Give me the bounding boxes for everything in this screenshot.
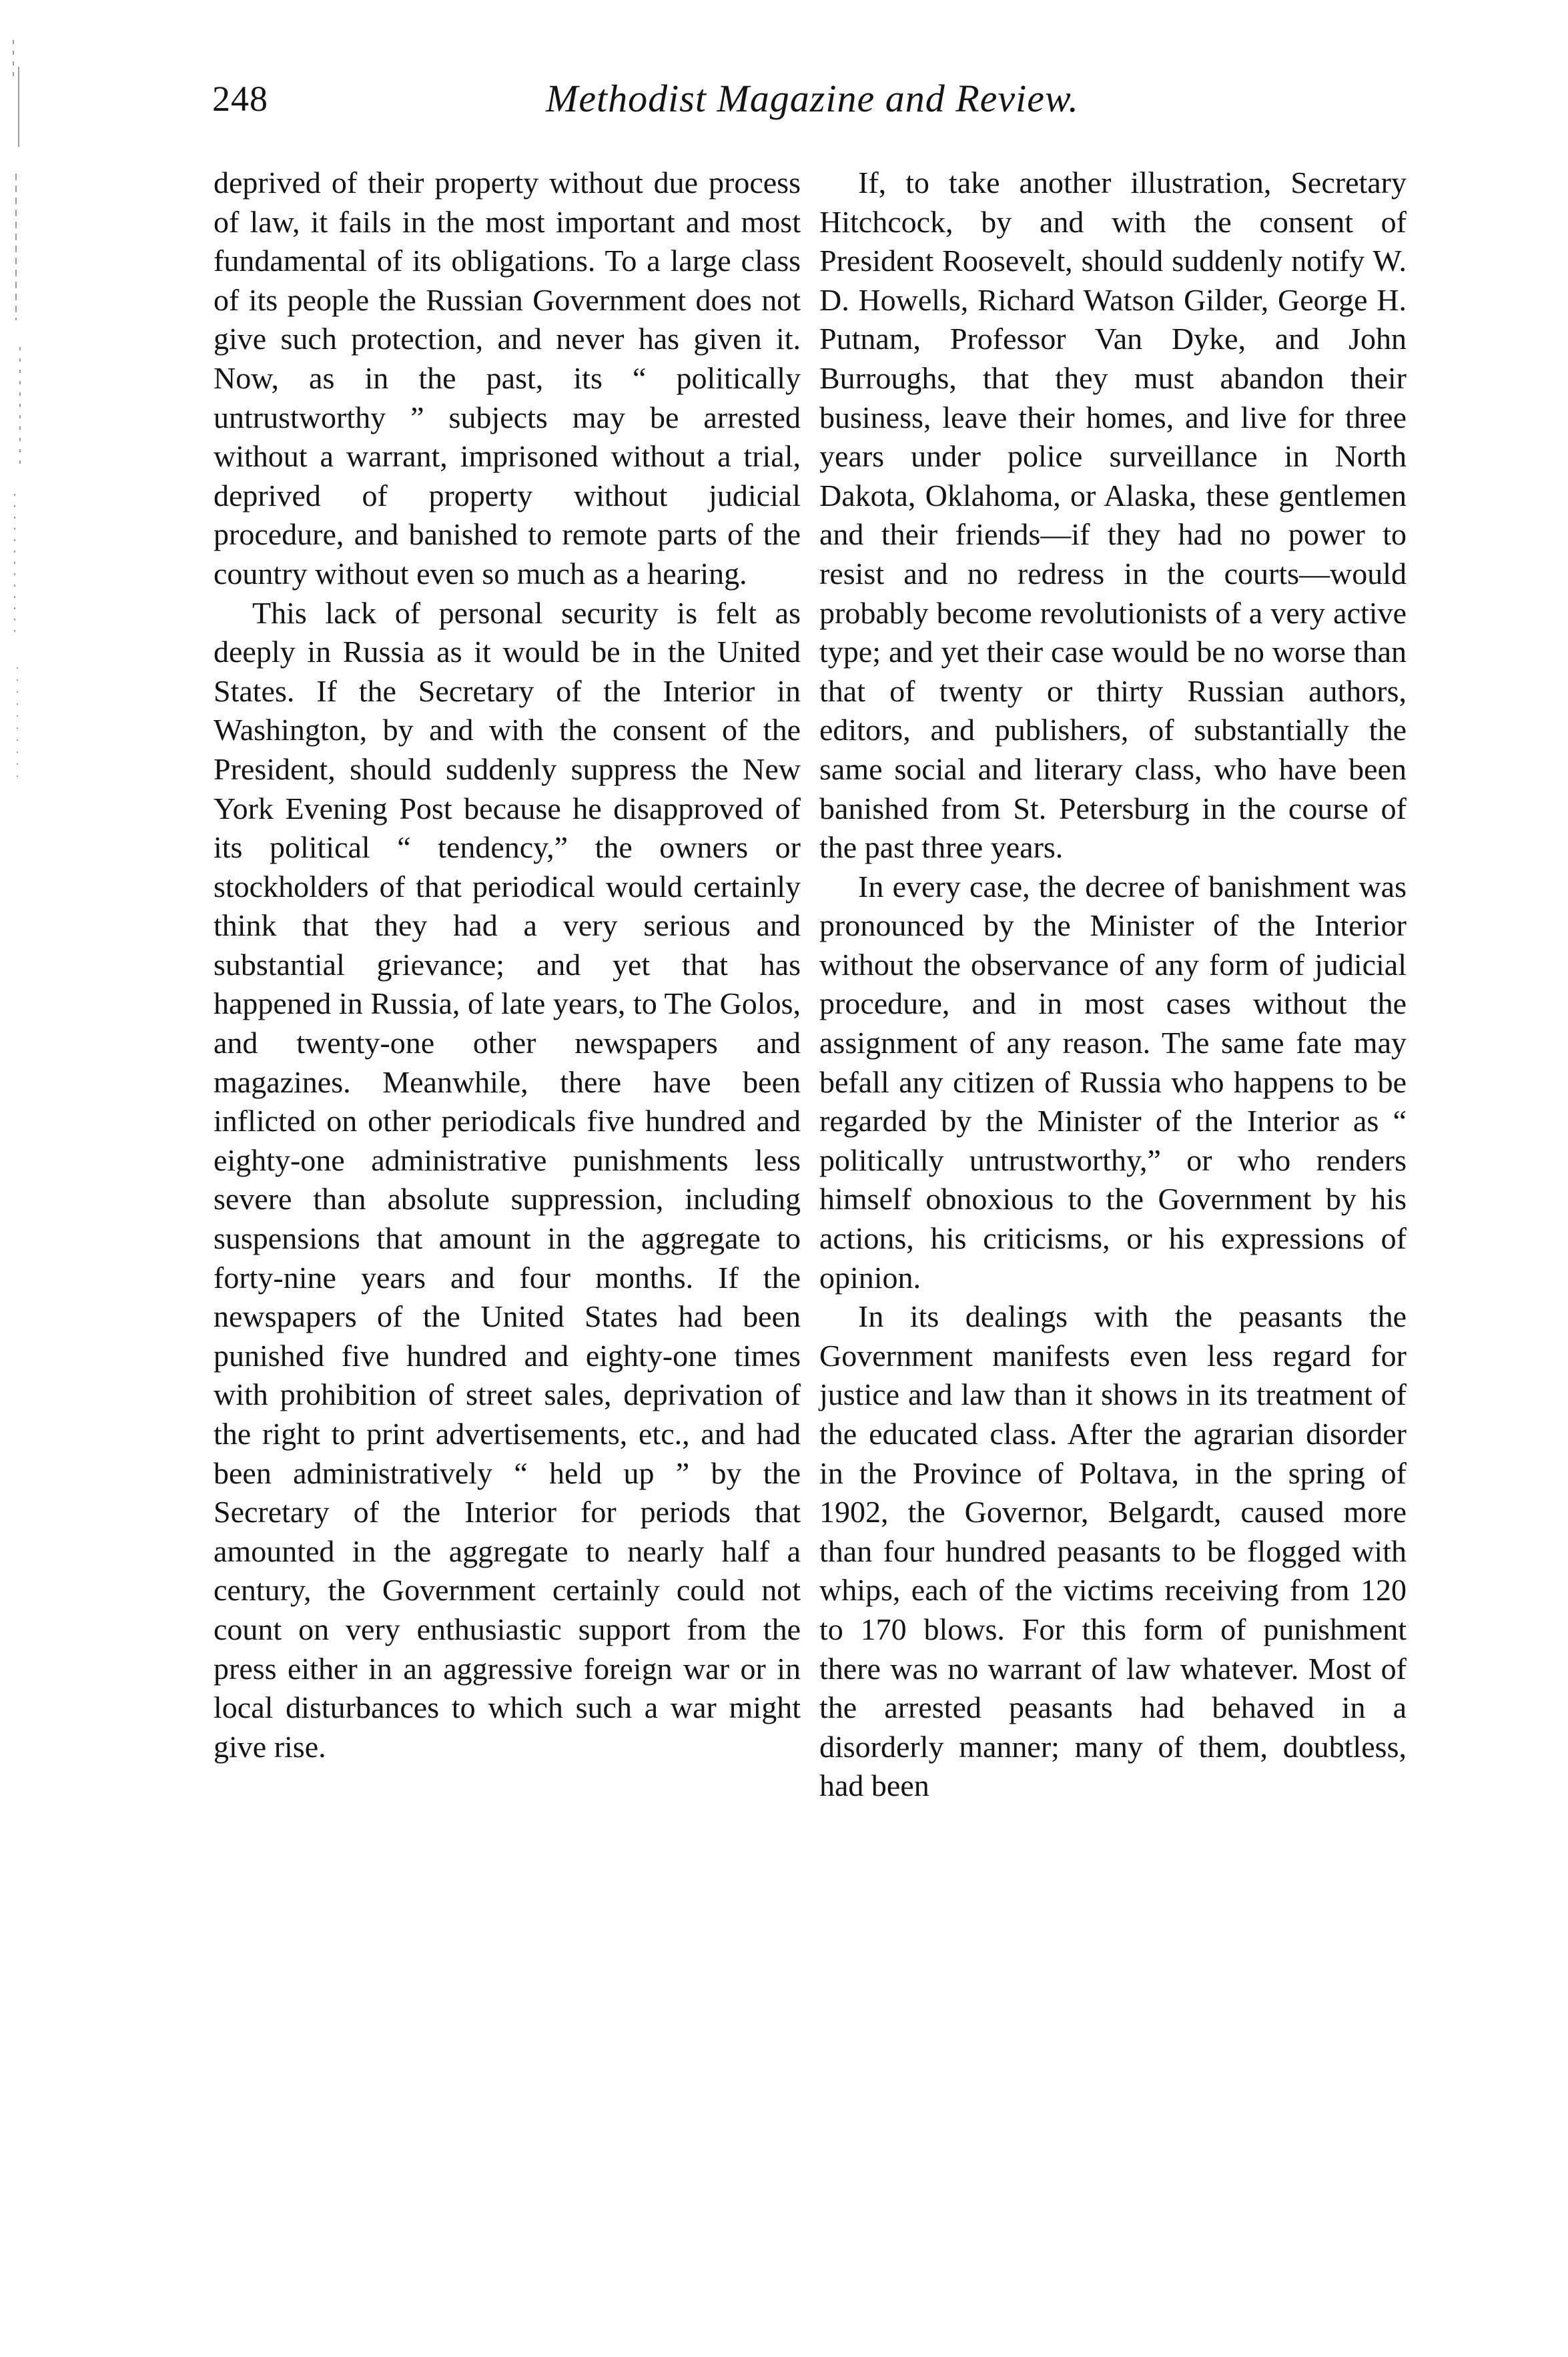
running-title: Methodist Magazine and Review.	[546, 77, 1079, 120]
left-column	[214, 163, 801, 1766]
paragraph: This lack of personal security is felt as deeply in Russia as it would be in the United States. If the Secretary of the Interior in Washington, by and with the consent of the President, should suddenly suppress the New York Evening Post because he disapproved of its political “ tendency,” the owners or stockholders of that periodical would certainly think that they had a very serious and substantial grievance; and yet that has happened in Russia, of late years, to The Golos, and twenty-one other newspapers and magazines. Meanwhile, there have been inflicted on other periodicals five hundred and eighty-one administrative punishments less severe than absolute suppression, including suspensions that amount in the aggregate to forty-nine years and four months. If the newspapers of the United States had been punished five hundred and eighty-one times with prohibition of street sales, deprivation of the right to print advertisements, etc., and had been administratively “ held up ” by the Secretary of the Interior for periods that amounted in the aggregate to nearly half a century, the Government certainly could not count on very enthusiastic support from the press either in an aggressive foreign war or in local disturbances to which such a war might give rise.	[214, 595, 801, 1764]
paragraph: In every case, the decree of banishment was pronounced by the Minister of the Interior without the observance of any form of judicial procedure, and in most cases without the assignment of any reason. The same fate may befall any citizen of Russia who happens to be regarded by the Minister of the Interior as “ politically untrustworthy,” or who renders himself obnoxious to the Government by his actions, his criticisms, or his expressions of opinion.	[819, 869, 1407, 1295]
right-column	[819, 163, 1407, 1806]
page-header	[212, 72, 1407, 125]
paragraph: deprived of their property without due process of law, it fails in the most important and most fundamental of its obligations. To a large class of its people the Russian Government does not give such protection, and never has given it. Now, as in the past, its “ politically untrustworthy ” subjects may be arrested without a warrant, imprisoned without a trial, deprived of property without judicial procedure, and banished to remote parts of the country without even so much as a hearing.	[214, 165, 801, 591]
binding-edge-marks	[4, 40, 31, 787]
paragraph: In its dealings with the peasants the Government manifests even less regard for justice and law than it shows in its treatment of the educated class. After the agrarian disorder in the Province of Poltava, in the spring of 1902, the Governor, Belgardt, caused more than four hundred peasants to be flogged with whips, each of the victims receiving from 120 to 170 blows. For this form of punishment there was no warrant of law whatever. Most of the arrested peasants had behaved in a disorderly manner; many of them, doubtless, had been	[819, 1299, 1407, 1803]
page-number: 248	[212, 79, 268, 119]
paragraph: If, to take another illustration, Secretary Hitchcock, by and with the consent of President Roosevelt, should suddenly notify W. D. Howells, Richard Watson Gilder, George H. Putnam, Professor Van Dyke, and John Burroughs, that they must abandon their business, leave their homes, and live for three years under police surveillance in North Dakota, Oklahoma, or Alaska, these gentlemen and their friends—if they had no power to resist and no redress in the courts—would probably become revolutionists of a very active type; and yet their case would be no worse than that of twenty or thirty Russian authors, editors, and publishers, of substantially the same social and literary class, who have been banished from St. Petersburg in the course of the past three years.	[819, 165, 1407, 865]
